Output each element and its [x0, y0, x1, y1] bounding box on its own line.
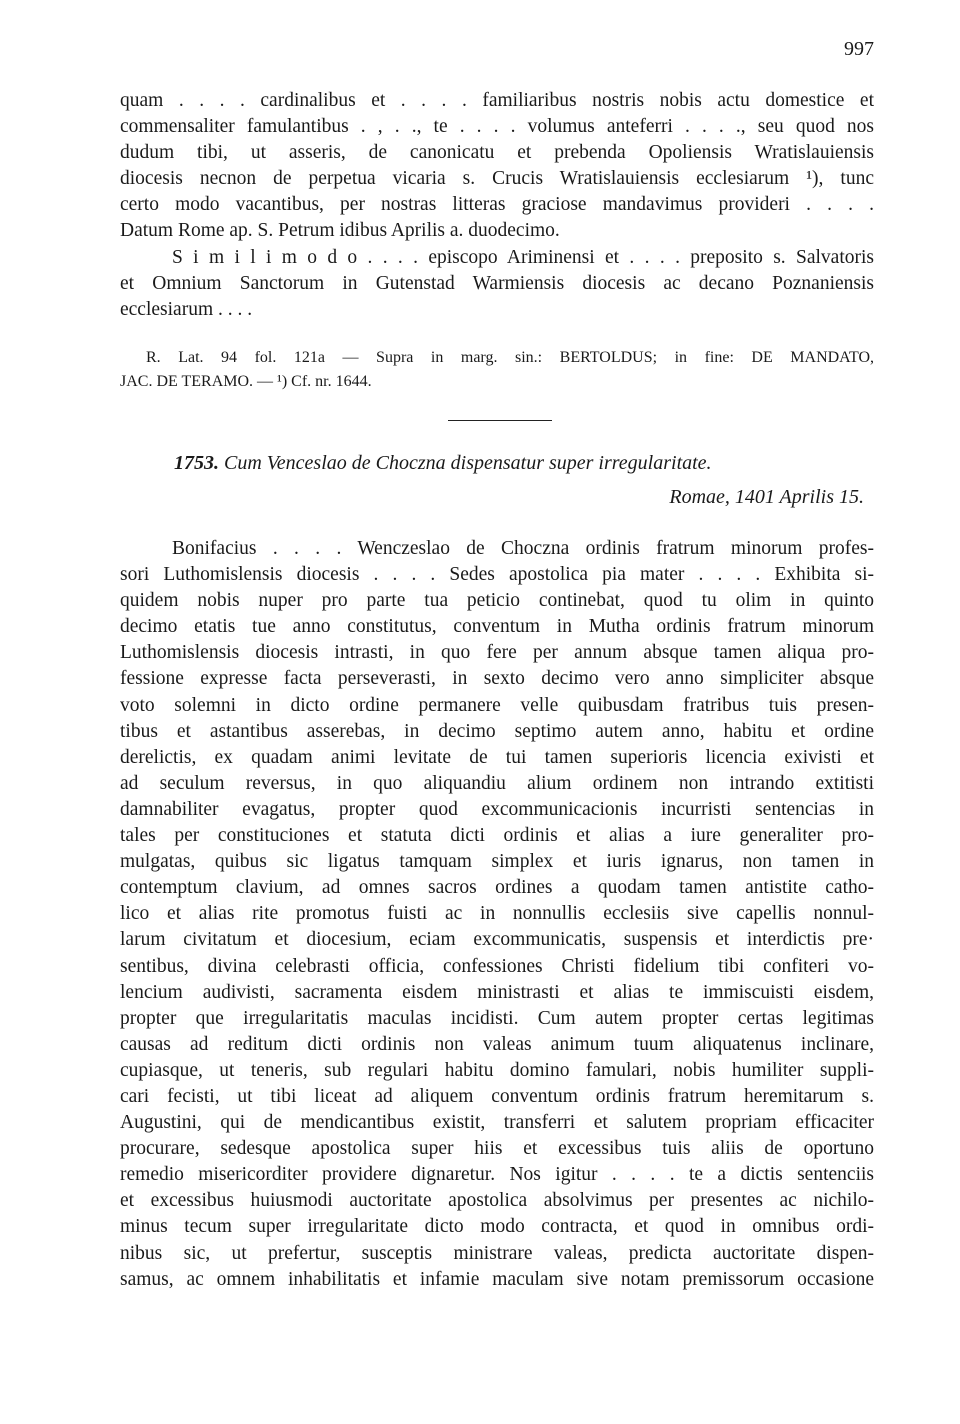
entry-place-date: Romae, 1401 Aprilis 15.: [669, 486, 864, 508]
text-line: propter que irregularitatis maculas incidisti. Cum autem propter certas legitimas: [120, 1007, 874, 1029]
text-line: Augustini, qui de mendicantibus existit, transferri et salutem propriam efficaciter: [120, 1112, 874, 1134]
text-line: derelictis, ex quadam animi levitate de tui tamen superioris licencia exivisti et: [120, 746, 874, 768]
entry-number: 1753.: [174, 452, 219, 474]
text-line: sori Luthomislensis diocesis . . . . Sedes apostolica pia mater . . . . Exhibita si-: [120, 564, 874, 586]
simili-modo-line: S i m i l i m o d o . . . . episcopo Ariminensi et . . . . preposito s. Salvatoris: [172, 246, 874, 268]
text-line: ad seculum reversus, in quo aliquandiu alium ordinem non intrando extitisti: [120, 772, 874, 794]
text-line: cupiasque, ut teneris, sub regulari habitu domino famulari, nobis humiliter suppli-: [120, 1059, 874, 1081]
text-line: Bonifacius . . . . Wenczeslao de Choczna ordinis fratrum minorum profes-: [172, 538, 874, 559]
text-line: certo modo vacantibus, per nostras litteras graciose mandavimus provideri . . . .: [120, 194, 874, 216]
entry-title: Cum Venceslao de Choczna dispensatur super irregularitate.: [224, 452, 712, 474]
text-line: sentibus, divina celebrasti officia, confessiones Christi fidelium tibi confiteri vo-: [120, 955, 874, 977]
datum-line: Datum Rome ap. S. Petrum idibus Aprilis a. duodecimo.: [120, 220, 560, 242]
text-line: diocesis necnon de perpetua vicaria s. Crucis Wratislauiensis ecclesiarum ¹), tunc: [120, 168, 874, 190]
text-line: dudum tibi, ut asseris, de canonicatu et prebenda Opoliensis Wratislauiensis: [120, 142, 874, 164]
text-line: causas ad reditum dicti ordinis non valeas animum tuum aliquatenus inclinare,: [120, 1033, 874, 1055]
section-divider: [448, 420, 552, 421]
continuation-text: [120, 88, 874, 323]
text-line: ecclesiarum . . . .: [120, 298, 253, 320]
text-line: decimo etatis tue anno constitutus, conventum in Mutha ordinis fratrum minorum: [120, 616, 874, 638]
text-line: commensaliter famulantibus . , . ., te . . . . volumus anteferri . . . ., seu quod nos: [120, 116, 874, 138]
text-line: lencium audivisti, sacramenta eisdem ministrasti et alias te immiscuisti eisdem,: [120, 981, 874, 1003]
note-line: JAC. DE TERAMO. — ¹) Cf. nr. 1644.: [120, 373, 372, 390]
page-number: 997: [844, 38, 874, 60]
entry-heading: [174, 452, 894, 475]
text-line: remedio misericorditer providere dignaretur. Nos igitur . . . . te a dictis sentenciis: [120, 1164, 874, 1186]
text-line: cari fecisti, ut tibi liceat ad aliquem conventum ordinis fratrum heremitarum s.: [120, 1085, 874, 1107]
text-line: tibus et astantibus asserebas, in decimo septimo autem anno, habitu et ordine: [120, 720, 874, 742]
text-line: tales per constituciones et statuta dicti ordinis et alias a iure generaliter pro-: [120, 825, 874, 847]
text-line: lico et alias rite promotus fuisti ac in nonnullis ecclesiis sive capellis nonnul-: [120, 903, 874, 925]
text-line: voto solemni in dicto ordine permanere velle quibusdam fratribus tuis presen-: [120, 694, 874, 716]
text-line: quam . . . . cardinalibus et . . . . familiaribus nostris nobis actu domestice et: [120, 90, 874, 111]
text-line: et Omnium Sanctorum in Gutenstad Warmiensis diocesis ac decano Poznaniensis: [120, 272, 874, 294]
text-line: larum civitatum et diocesium, eciam excommunicatis, suspensis et interdictis pre·: [120, 929, 874, 951]
text-line: Luthomislensis diocesis intrasti, in quo fere per annum absque tamen aliqua pro-: [120, 642, 874, 664]
text-line: et excessibus huiusmodi auctoritate apostolica absolvimus per presentes ac nichilo-: [120, 1190, 874, 1212]
text-line: minus tecum super irregularitate dicto modo contracta, et quod in omnibus ordi-: [120, 1216, 874, 1238]
source-note: [120, 346, 874, 394]
note-line: R. Lat. 94 fol. 121a — Supra in marg. sin.: BERTOLDUS; in fine: DE MANDATO,: [146, 349, 874, 366]
text-line: fessione expresse facta perseverasti, in sexto decimo vero anno simpliciter absque: [120, 668, 874, 690]
entry-body: [120, 536, 874, 1293]
text-line: nibus sic, ut prefertur, susceptis ministrare valeas, predicta auctoritate dispen-: [120, 1242, 874, 1264]
text-line: contemptum clavium, ad omnes sacros ordines a quodam tamen antistite catho-: [120, 877, 874, 899]
text-line: mulgatas, quibus sic ligatus tamquam simplex et iuris ignarus, non tamen in: [120, 851, 874, 873]
text-line: quidem nobis nuper pro parte tua peticio continebat, quod tu olim in quinto: [120, 590, 874, 612]
text-line: procurare, sedesque apostolica super hiis et excessibus tuis aliis de oportuno: [120, 1138, 874, 1160]
text-line: samus, ac omnem inhabilitatis et infamie maculam sive notam premissorum occasione: [120, 1268, 874, 1290]
text-line: damnabiliter evagatus, propter quod excommunicacionis incurristi sentencias in: [120, 798, 874, 820]
